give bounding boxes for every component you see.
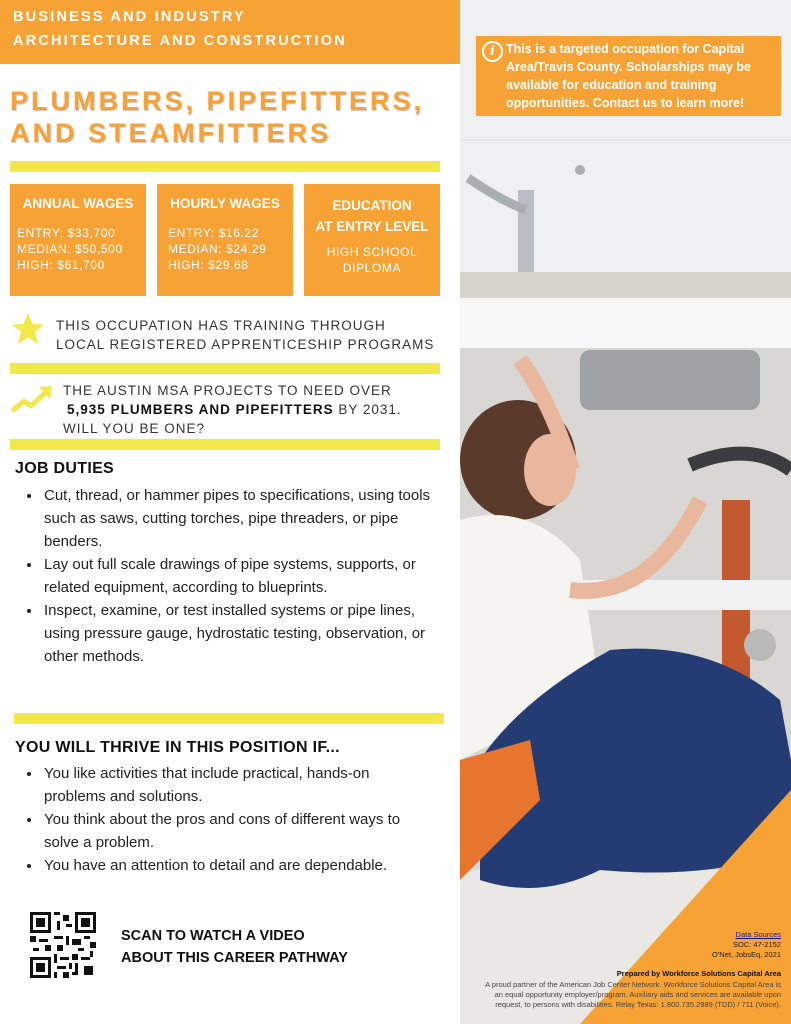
disclaimer — [421, 980, 781, 1010]
hourly-entry: ENTRY: $16.22 — [168, 226, 259, 240]
header-category: BUSINESS AND INDUSTRY — [13, 9, 246, 25]
scan-line2: ABOUT THIS CAREER PATHWAY — [121, 950, 348, 966]
disclaimer-line2: an equal opportunity employer/program. Auxiliary aids and services are available upon — [494, 990, 781, 999]
projection-number: 5,935 — [67, 402, 106, 417]
apprenticeship-line1: THIS OCCUPATION HAS TRAINING THROUGH — [56, 318, 386, 333]
thrive-list — [14, 762, 414, 877]
hourly-wages-title: HOURLY WAGES — [170, 196, 280, 211]
education-value-line1: HIGH SCHOOL — [326, 245, 418, 259]
trend-arrow-icon — [10, 383, 54, 417]
callout-text: This is a targeted occupation for Capital Area/Travis County. Scholarships may be available for education and training opportunities. Contact us to learn more! — [506, 42, 751, 110]
scan-cta — [121, 925, 348, 969]
list-item: • Lay out full scale drawings of pipe systems, supports, or related equipment, according to blueprints. — [42, 553, 434, 599]
divider — [10, 161, 440, 172]
education-title-line2: AT ENTRY LEVEL — [315, 219, 429, 234]
header-subcategory: ARCHITECTURE AND CONSTRUCTION — [13, 33, 347, 49]
annual-wages-box — [10, 184, 146, 296]
annual-median: MEDIAN: $50,500 — [17, 242, 123, 256]
annual-entry: ENTRY: $33,700 — [17, 226, 116, 240]
page-title-line2: AND STEAMFITTERS — [10, 118, 331, 148]
apprenticeship-line2: LOCAL REGISTERED APPRENTICESHIP PROGRAMS — [56, 337, 435, 352]
job-duties-heading: JOB DUTIES — [15, 460, 115, 477]
plumber-photo — [460, 0, 791, 1024]
star-icon — [10, 311, 46, 347]
prepared-by: Prepared by Workforce Solutions Capital Area — [616, 969, 781, 978]
list-item: • You have an attention to detail and are dependable. — [42, 854, 414, 877]
qr-code[interactable] — [30, 912, 96, 978]
info-icon: i — [482, 41, 503, 62]
page-title-line1: PLUMBERS, PIPEFITTERS, — [10, 86, 425, 116]
targeted-occupation-callout — [476, 36, 781, 116]
annual-high: HIGH: $61,700 — [17, 258, 105, 272]
annual-wages-title: ANNUAL WAGES — [22, 196, 134, 211]
projection-line3: WILL YOU BE ONE? — [63, 421, 206, 436]
disclaimer-line1: A proud partner of the American Job Center Network. Workforce Solutions Capital Area is — [485, 980, 781, 989]
education-value-line2: DIPLOMA — [342, 261, 402, 275]
hourly-high: HIGH: $29.68 — [168, 258, 249, 272]
hourly-median: MEDIAN: $24.29 — [168, 242, 267, 256]
disclaimer-line3: request, to persons with disabilities. Relay Texas: 1.800.735.2989 (TDD) / 711 (Voice). — [495, 1000, 781, 1009]
hourly-wages-box — [157, 184, 293, 296]
projection-year: BY 2031. — [338, 402, 402, 417]
divider — [10, 363, 440, 374]
data-sources-block — [581, 930, 781, 960]
divider — [14, 713, 444, 724]
list-item: • Inspect, examine, or test installed systems or pipe lines, using pressure gauge, hydrostatic testing, observation, or other methods. — [42, 599, 434, 668]
education-box — [304, 184, 440, 296]
list-item: • You think about the pros and cons of different ways to solve a problem. — [42, 808, 414, 854]
divider — [10, 439, 440, 450]
projection-line2 — [67, 400, 402, 419]
soc-code: SOC: 47-2152 — [733, 940, 781, 949]
list-item: • You like activities that include practical, hands-on problems and solutions. — [42, 762, 414, 808]
list-item: • Cut, thread, or hammer pipes to specifications, using tools such as saws, cutting torches, pipe threaders, or pipe benders. — [42, 484, 434, 553]
sources-text: O'Net, JobsEq, 2021 — [712, 950, 781, 959]
projection-line1: THE AUSTIN MSA PROJECTS TO NEED OVER — [63, 383, 392, 398]
thrive-heading: YOU WILL THRIVE IN THIS POSITION IF... — [15, 739, 340, 756]
scan-line1: SCAN TO WATCH A VIDEO — [121, 928, 305, 944]
job-duties-list — [14, 484, 434, 668]
education-title-line1: EDUCATION — [332, 198, 412, 213]
data-sources-link[interactable]: Data Sources — [735, 930, 781, 939]
projection-occupation: PLUMBERS AND PIPEFITTERS — [110, 402, 334, 417]
